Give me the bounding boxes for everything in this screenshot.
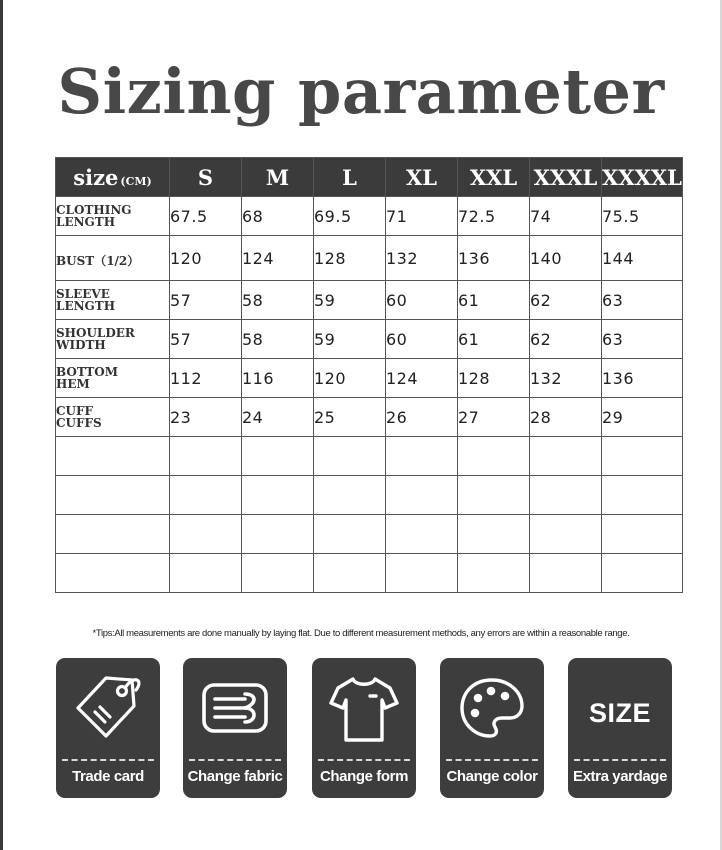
dashed-divider (62, 759, 154, 761)
table-cell: 128 (314, 236, 386, 281)
row-label-line: SHOULDER (56, 326, 135, 340)
feature-card-trade-card (56, 658, 160, 798)
table-cell: 112 (170, 359, 242, 398)
table-cell: 136 (458, 236, 530, 281)
empty-cell (602, 515, 683, 554)
table-cell: 57 (170, 281, 242, 320)
table-cell: 23 (170, 398, 242, 437)
table-cell: 26 (386, 398, 458, 437)
row-label-bust (56, 236, 170, 281)
table-cell: 69.5 (314, 197, 386, 236)
table-cell: 136 (602, 359, 683, 398)
empty-cell (386, 437, 458, 476)
table-cell: 24 (242, 398, 314, 437)
empty-cell (314, 437, 386, 476)
row-label-line: BUST（1/2） (56, 254, 140, 268)
size-column-header (56, 158, 170, 197)
table-header-row (56, 158, 683, 197)
feature-card-change-color (440, 658, 544, 798)
feature-label: Change fabric (187, 768, 283, 785)
empty-cell (56, 515, 170, 554)
table-cell: 27 (458, 398, 530, 437)
row-label-line: CUFF (56, 404, 94, 418)
size-header-l: L (314, 158, 386, 197)
table-cell: 62 (530, 320, 602, 359)
empty-cell (530, 515, 602, 554)
table-row (56, 320, 683, 359)
feature-card-change-fabric (183, 658, 287, 798)
palette-icon (454, 670, 530, 746)
feature-card-extra-yardage (568, 658, 672, 798)
table-cell: 59 (314, 320, 386, 359)
tips-note: *Tips:All measurements are done manually by laying flat. Due to different measurement methods, any errors are within a reasonable range. (92, 628, 630, 639)
table-cell: 61 (458, 281, 530, 320)
table-cell: 58 (242, 320, 314, 359)
table-cell: 59 (314, 281, 386, 320)
empty-cell (56, 437, 170, 476)
empty-cell (314, 476, 386, 515)
empty-cell (458, 554, 530, 593)
empty-table-row (56, 437, 683, 476)
table-cell: 124 (242, 236, 314, 281)
row-label-sleeve-length (56, 281, 170, 320)
table-cell: 28 (530, 398, 602, 437)
empty-cell (530, 437, 602, 476)
table-row (56, 398, 683, 437)
size-header-xxxl: XXXL (530, 158, 602, 197)
table-row (56, 236, 683, 281)
row-label-line: HEM (56, 377, 90, 391)
empty-cell (170, 554, 242, 593)
empty-table-row (56, 476, 683, 515)
size-header-xxl: XXL (458, 158, 530, 197)
empty-cell (530, 554, 602, 593)
unit-label: (CM) (120, 174, 152, 188)
table-row (56, 359, 683, 398)
feature-label: Trade card (72, 768, 144, 785)
dashed-divider (574, 759, 666, 761)
table-cell: 144 (602, 236, 683, 281)
tshirt-icon (326, 670, 402, 746)
empty-cell (242, 515, 314, 554)
tag-icon (70, 670, 146, 746)
size-header-xl: XL (386, 158, 458, 197)
empty-cell (314, 554, 386, 593)
table-cell: 116 (242, 359, 314, 398)
empty-cell (170, 437, 242, 476)
dashed-divider (189, 759, 281, 761)
empty-cell (242, 554, 314, 593)
empty-cell (386, 554, 458, 593)
table-cell: 74 (530, 197, 602, 236)
row-label-shoulder-width (56, 320, 170, 359)
table-cell: 132 (530, 359, 602, 398)
empty-cell (56, 554, 170, 593)
empty-cell (530, 476, 602, 515)
dashed-divider (318, 759, 410, 761)
table-cell: 75.5 (602, 197, 683, 236)
table-cell: 63 (602, 320, 683, 359)
feature-label: Change form (319, 768, 409, 785)
row-label-cuff (56, 398, 170, 437)
size-header-xxxxl: XXXXL (602, 158, 683, 197)
size-header-m: M (242, 158, 314, 197)
table-row (56, 281, 683, 320)
table-cell: 67.5 (170, 197, 242, 236)
row-label-bottom-hem (56, 359, 170, 398)
empty-cell (386, 515, 458, 554)
empty-cell (386, 476, 458, 515)
table-cell: 62 (530, 281, 602, 320)
row-label-line: CLOTHING (56, 203, 132, 217)
table-cell: 140 (530, 236, 602, 281)
table-cell: 29 (602, 398, 683, 437)
empty-cell (170, 476, 242, 515)
feature-card-change-form (312, 658, 416, 798)
empty-cell (458, 476, 530, 515)
empty-cell (458, 437, 530, 476)
feature-label: Change color (446, 768, 538, 785)
table-cell: 71 (386, 197, 458, 236)
table-cell: 128 (458, 359, 530, 398)
table-cell: 61 (458, 320, 530, 359)
size-header-s: S (170, 158, 242, 197)
table-cell: 57 (170, 320, 242, 359)
table-cell: 58 (242, 281, 314, 320)
empty-cell (242, 476, 314, 515)
table-row (56, 197, 683, 236)
row-label-line: LENGTH (56, 215, 116, 229)
empty-cell (314, 515, 386, 554)
empty-cell (56, 476, 170, 515)
table-cell: 60 (386, 281, 458, 320)
empty-table-row (56, 554, 683, 593)
size-label: size (73, 164, 119, 190)
empty-cell (242, 437, 314, 476)
table-cell: 120 (314, 359, 386, 398)
empty-cell (602, 476, 683, 515)
table-cell: 124 (386, 359, 458, 398)
empty-cell (170, 515, 242, 554)
table-cell: 25 (314, 398, 386, 437)
row-label-line: BOTTOM (56, 365, 118, 379)
row-label-line: SLEEVE (56, 287, 110, 301)
empty-cell (602, 437, 683, 476)
fabric-roll-icon (197, 670, 273, 746)
empty-table-row (56, 515, 683, 554)
row-label-clothing-length (56, 197, 170, 236)
feature-label: Extra yardage (572, 768, 668, 785)
size-text-icon: SIZE (588, 698, 651, 728)
table-cell: 60 (386, 320, 458, 359)
page-title: Sizing parameter (57, 55, 665, 128)
empty-cell (602, 554, 683, 593)
row-label-line: CUFFS (56, 416, 102, 430)
empty-cell (458, 515, 530, 554)
table-cell: 72.5 (458, 197, 530, 236)
table-cell: 120 (170, 236, 242, 281)
row-label-line: LENGTH (56, 299, 116, 313)
size-chart-table (55, 157, 683, 593)
row-label-line: WIDTH (56, 338, 106, 352)
dashed-divider (446, 759, 538, 761)
table-cell: 63 (602, 281, 683, 320)
table-cell: 68 (242, 197, 314, 236)
table-cell: 132 (386, 236, 458, 281)
